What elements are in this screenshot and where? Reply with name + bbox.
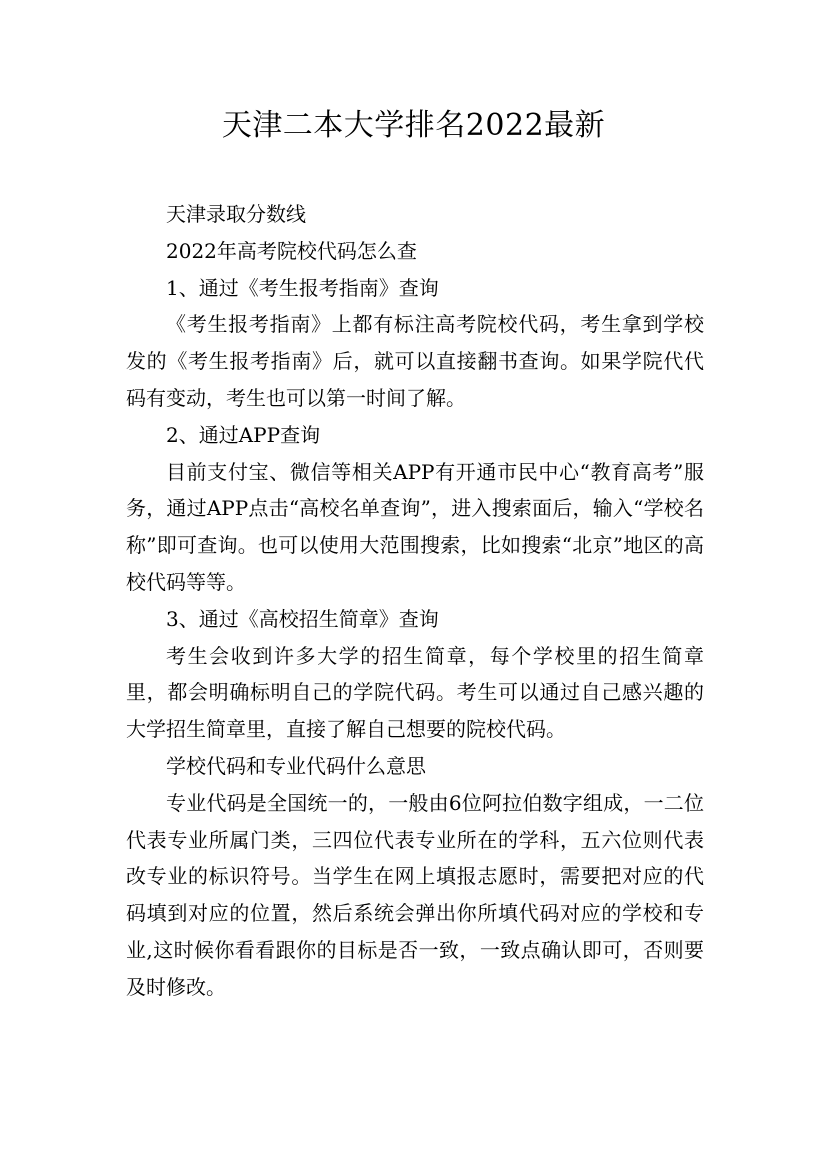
paragraph-heading-score-line: 天津录取分数线 [166, 202, 306, 226]
paragraph-heading-method-1: 1、通过《考生报考指南》查询 [166, 275, 439, 300]
paragraph-code-meaning-text: 专业代码是全国统一的，一般由6位阿拉伯数字组成，一二位代表专业所属门类，三四位代表专业所在的学科，五六位则代表改专业的标识符号。当学生在网上填报志愿时，需要把对应的代码填到对应的位置，然后系统会弹出你所填代码对应的学校和专业,这时候你看看跟你的目标是否一致，一致点确认即可，否则要及时修改。 [126, 790, 704, 999]
paragraph-heading-method-3: 3、通过《高校招生简章》查询 [166, 606, 439, 631]
page-title: 天津二本大学排名2022最新 [221, 108, 606, 143]
document-body [126, 196, 704, 1006]
paragraph-method-2-text: 目前支付宝、微信等相关APP有开通市民中心“教育高考”服务，通过APP点击“高校名单查询”，进入搜索面后，输入“学校名称”即可查询。也可以使用大范围搜索，比如搜索“北京”地区的高校代码等等。 [126, 459, 704, 594]
paragraph-method-3-text: 考生会收到许多大学的招生简章，每个学校里的招生简章里，都会明确标明自己的学院代码。考生可以通过自己感兴趣的大学招生简章里，直接了解自己想要的院校代码。 [126, 643, 704, 742]
paragraph-method-1-text: 《考生报考指南》上都有标注高考院校代码，考生拿到学校发的《考生报考指南》后，就可以直接翻书查询。如果学院代代码有变动，考生也可以第一时间了解。 [126, 312, 704, 410]
paragraph-heading-code-meaning: 学校代码和专业代码什么意思 [166, 753, 426, 778]
paragraph-heading-method-2: 2、通过APP查询 [166, 422, 321, 447]
paragraph-heading-code-lookup: 2022年高考院校代码怎么查 [166, 238, 417, 263]
